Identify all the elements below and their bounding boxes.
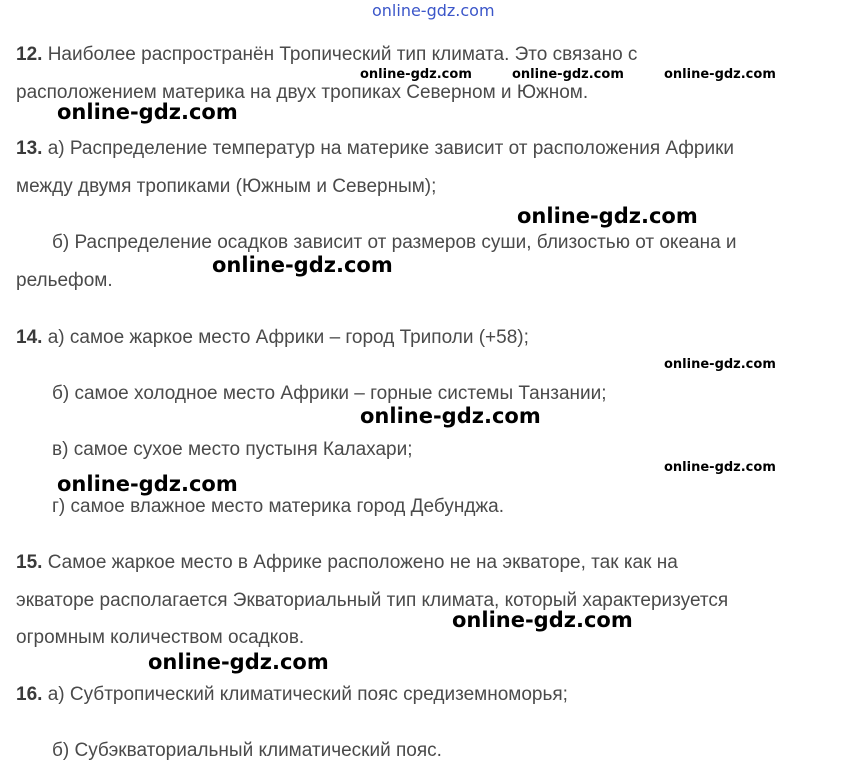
answer-14-line-4: [52, 496, 504, 518]
answer-text: расположением материка на двух тропиках Северном и Южном.: [16, 82, 589, 103]
answer-13-line-3: [52, 232, 737, 254]
watermark-text: online-gdz.com: [517, 204, 698, 228]
watermark-text: online-gdz.com: [360, 404, 541, 428]
answer-13-line-4: [16, 270, 113, 292]
answer-text: б) Распределение осадков зависит от размеров суши, близостью от океана и: [52, 232, 737, 253]
answer-text: а) Распределение температур на материке зависит от расположения Африки: [42, 138, 735, 159]
answer-12-line-1: [16, 44, 637, 66]
answer-16-line-2: [52, 740, 442, 762]
answer-text: Самое жаркое место в Африке расположено не на экваторе, так как на: [42, 552, 678, 573]
answer-text: в) самое сухое место пустыня Калахари;: [52, 439, 413, 460]
answer-text: Наиболее распространён Тропический тип климата. Это связано с: [42, 44, 638, 65]
answer-number: 13.: [16, 138, 43, 159]
answer-number: 16.: [16, 684, 43, 705]
answer-text: г) самое влажное место материка город Дебунджа.: [52, 496, 504, 517]
answer-text: рельефом.: [16, 270, 113, 291]
answer-15-line-1: [16, 552, 678, 574]
watermark-text: online-gdz.com: [664, 460, 776, 475]
answer-13-line-1: [16, 138, 734, 160]
watermark-text: online-gdz.com: [452, 608, 633, 632]
answer-text: экваторе располагается Экваториальный тип климата, который характеризуется: [16, 590, 729, 611]
watermark-text: online-gdz.com: [148, 650, 329, 674]
answer-text: а) Субтропический климатический пояс средиземноморья;: [42, 684, 568, 705]
watermark-text: online-gdz.com: [664, 67, 776, 82]
answer-number: 15.: [16, 552, 43, 573]
answer-13-line-2: [16, 176, 436, 198]
answer-text: огромным количеством осадков.: [16, 627, 305, 648]
answer-number: 14.: [16, 327, 43, 348]
top-watermark: online-gdz.com: [372, 1, 495, 20]
watermark-text: online-gdz.com: [360, 67, 472, 82]
answer-text: б) Субэкваториальный климатический пояс.: [52, 740, 442, 761]
watermark-text: online-gdz.com: [512, 67, 624, 82]
watermark-text: online-gdz.com: [57, 100, 238, 124]
answer-16-line-1: [16, 684, 568, 706]
watermark-text: online-gdz.com: [664, 357, 776, 372]
watermark-text: online-gdz.com: [212, 253, 393, 277]
watermark-text: online-gdz.com: [57, 472, 238, 496]
answer-number: 12.: [16, 44, 43, 65]
answer-15-line-3: [16, 627, 304, 649]
answer-text: б) самое холодное место Африки – горные системы Танзании;: [52, 383, 607, 404]
answer-14-line-3: [52, 439, 413, 461]
answer-14-line-2: [52, 383, 607, 405]
answer-text: между двумя тропиками (Южным и Северным);: [16, 176, 437, 197]
answer-text: а) самое жаркое место Африки – город Триполи (+58);: [42, 327, 529, 348]
answer-14-line-1: [16, 327, 529, 349]
